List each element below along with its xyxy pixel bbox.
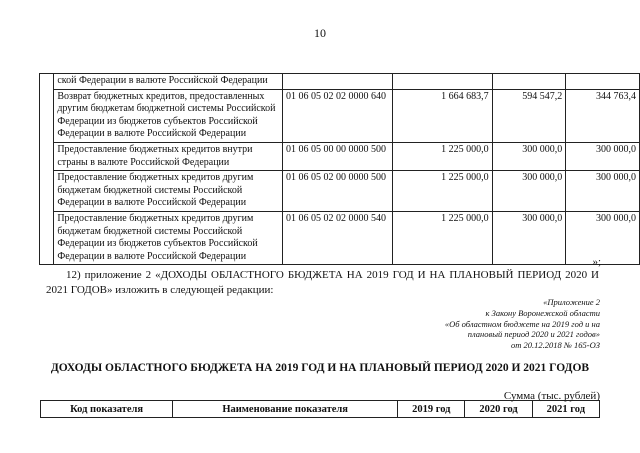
row-code: 01 06 05 02 02 0000 640 bbox=[283, 89, 393, 142]
closing-quote-mark: »; bbox=[592, 256, 601, 268]
row-value-2020: 300 000,0 bbox=[492, 171, 566, 212]
table-indent-cell bbox=[40, 74, 54, 265]
row-name: Предоставление бюджетных кредитов другим бюджетам бюджетной системы Российской Федерации из бюджетов субъектов Российской Федерации в валюте Российской Федерации bbox=[54, 211, 283, 264]
table-row bbox=[40, 89, 640, 142]
row-code: 01 06 05 02 00 0000 500 bbox=[283, 171, 393, 212]
row-value-2019: 1 225 000,0 bbox=[392, 171, 492, 212]
row-value-2019: 1 225 000,0 bbox=[392, 211, 492, 264]
appendix-line: «Приложение 2 bbox=[543, 297, 600, 307]
row-value-2019: 1 664 683,7 bbox=[392, 89, 492, 142]
row-name: ской Федерации в валюте Российской Федерации bbox=[54, 74, 283, 90]
appendix-line: к Закону Воронежской области bbox=[485, 307, 600, 318]
header-2020: 2020 год bbox=[465, 401, 532, 418]
header-2019: 2019 год bbox=[398, 401, 465, 418]
header-row bbox=[41, 401, 600, 418]
row-value-2021 bbox=[566, 74, 640, 90]
units-label: Сумма (тыс. рублей) bbox=[503, 390, 600, 402]
row-value-2020: 300 000,0 bbox=[492, 211, 566, 264]
row-value-2019: 1 225 000,0 bbox=[392, 142, 492, 170]
revenue-table-header bbox=[40, 400, 600, 418]
table-row bbox=[40, 171, 640, 212]
appendix-line: от 20.12.2018 № 165-ОЗ bbox=[511, 340, 600, 351]
header-name: Наименование показателя bbox=[173, 401, 398, 418]
appendix-line: «Об областном бюджете на 2019 год и на bbox=[444, 318, 600, 329]
row-name: Предоставление бюджетных кредитов внутри страны в валюте Российской Федерации bbox=[54, 142, 283, 170]
document-title: ДОХОДЫ ОБЛАСТНОГО БЮДЖЕТА НА 2019 ГОД И НА ПЛАНОВЫЙ ПЕРИОД 2020 И 2021 ГОДОВ bbox=[50, 362, 590, 374]
row-value-2021: 300 000,0 bbox=[566, 142, 640, 170]
appendix-line: плановый период 2020 и 2021 годов» bbox=[467, 329, 600, 340]
table-row bbox=[40, 211, 640, 264]
amendment-paragraph: 12) приложение 2 «ДОХОДЫ ОБЛАСТНОГО БЮДЖЕТА НА 2019 ГОД И НА ПЛАНОВЫЙ ПЕРИОД 2020 И 2021 ГОДОВ» изложить в следующей редакции: bbox=[46, 269, 599, 296]
row-value-2021: 344 763,4 bbox=[566, 89, 640, 142]
row-value-2020: 300 000,0 bbox=[492, 142, 566, 170]
header-2021: 2021 год bbox=[532, 401, 599, 418]
row-name: Предоставление бюджетных кредитов другим бюджетам бюджетной системы Российской Федерации в валюте Российской Федерации bbox=[54, 171, 283, 212]
row-value-2019 bbox=[392, 74, 492, 90]
page-number: 10 bbox=[314, 26, 326, 40]
table-row bbox=[40, 74, 640, 90]
sources-table bbox=[39, 73, 640, 265]
table-row bbox=[40, 142, 640, 170]
appendix-reference bbox=[400, 297, 600, 351]
row-value-2020 bbox=[492, 74, 566, 90]
header-code: Код показателя bbox=[41, 401, 173, 418]
row-value-2021: 300 000,0 bbox=[566, 171, 640, 212]
row-value-2020: 594 547,2 bbox=[492, 89, 566, 142]
row-code: 01 06 05 02 02 0000 540 bbox=[283, 211, 393, 264]
row-code: 01 06 05 00 00 0000 500 bbox=[283, 142, 393, 170]
row-value-2021: 300 000,0 bbox=[566, 211, 640, 264]
row-name: Возврат бюджетных кредитов, предоставленных другим бюджетам бюджетной системы Российской Федерации из бюджетов субъектов Российской Федерации в валюте Российской Федерации bbox=[54, 89, 283, 142]
row-code bbox=[283, 74, 393, 90]
